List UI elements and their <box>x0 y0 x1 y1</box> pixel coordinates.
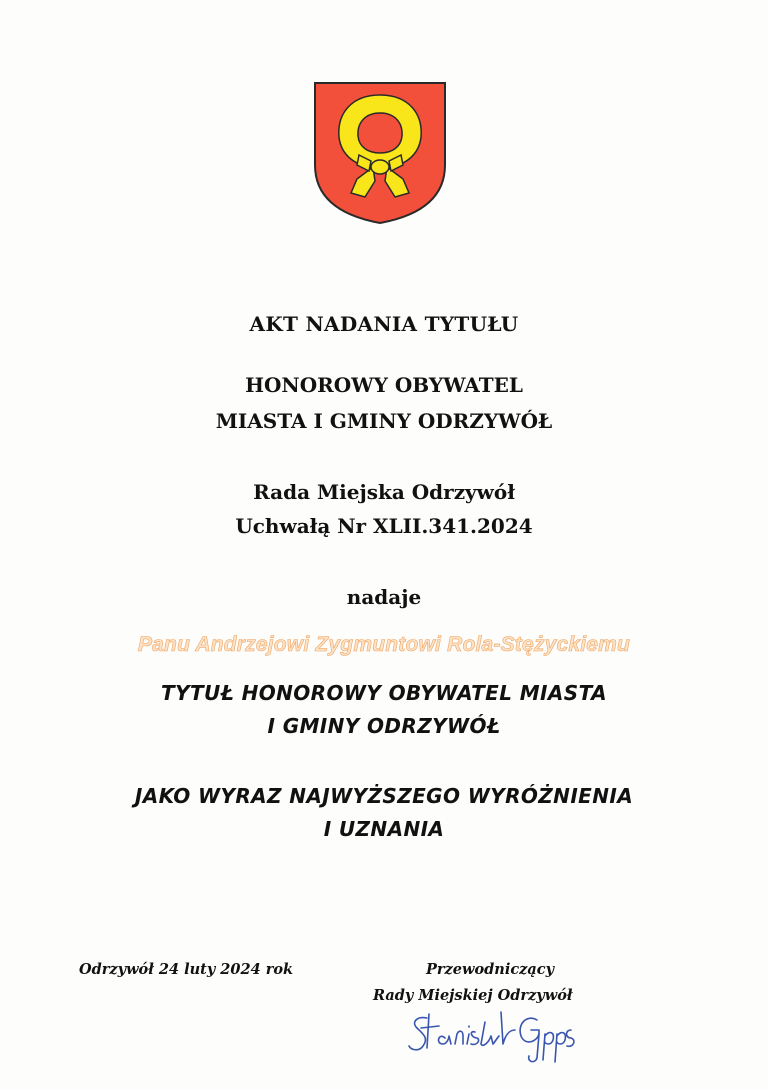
honorary-title-line-1: HONOROWY OBYWATEL <box>245 373 523 397</box>
recipient-name: Panu Andrzejowi Zygmuntowi Rola-Stężyckiemu <box>137 633 631 656</box>
distinction-line-2: I UZNANIA <box>323 817 445 841</box>
council-name: Rada Miejska Odrzywół <box>253 480 515 504</box>
granted-title-line-2: I GMINY ODRZYWÓŁ <box>267 714 501 738</box>
granted-title-line-1: TYTUŁ HONOROWY OBYWATEL MIASTA <box>161 681 607 705</box>
ring-knot <box>371 160 389 174</box>
handwritten-signature <box>405 1000 585 1066</box>
chair-council: Rady Miejskiej Odrzywół <box>373 987 573 1004</box>
resolution-number: Uchwałą Nr XLII.341.2024 <box>235 514 533 538</box>
coat-of-arms-icon <box>313 81 447 225</box>
grants-word: nadaje <box>346 585 422 609</box>
place-and-date: Odrzywół 24 luty 2024 rok <box>79 961 294 978</box>
act-title: AKT NADANIA TYTUŁU <box>249 312 519 336</box>
chair-title: Przewodniczący <box>426 961 555 978</box>
distinction-line-1: JAKO WYRAZ NAJWYŻSZEGO WYRÓŻNIENIA <box>134 784 634 808</box>
honorary-title-line-2: MIASTA I GMINY ODRZYWÓŁ <box>215 409 553 433</box>
